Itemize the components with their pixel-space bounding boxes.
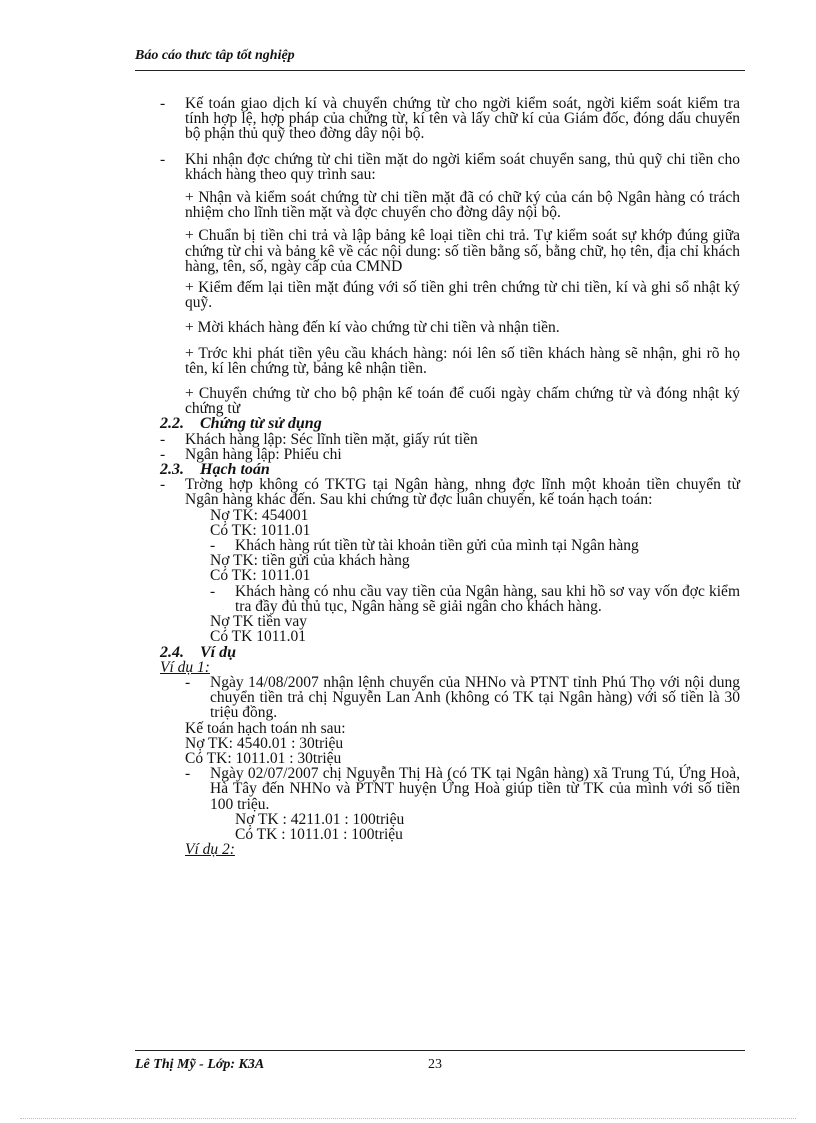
- page-body: [160, 96, 740, 857]
- debit-entry: Nợ TK: 454001: [210, 506, 309, 524]
- procedure-step-2: + Chuẩn bị tiền chi trả và lập bảng kê loại tiền chi trả. Tự kiểm soát sự khớp đúng giữa chứng từ chi và bảng kê về các nội dung: số tiền bằng số, bằng chữ, họ tên, địa chỉ khách hàng, tên, số, ngày cấp của CMND: [185, 227, 740, 275]
- page-bottom-border: [20, 1118, 796, 1119]
- example-1-label: Ví dụ 1:: [160, 658, 210, 676]
- section-2-2-heading: [160, 416, 740, 431]
- example-1-text: - Ngày 14/08/2007 nhận lệnh chuyển của NHNo và PTNT tỉnh Phú Thọ với nội dung chuyển tiền trả chị Nguyễn Lan Anh (không có TK tại Ngân hàng) với số tiền là 30 triệu đồng.: [185, 675, 740, 721]
- example-accounting-line: Kế toán hạch toán nh sau:: [185, 719, 346, 737]
- intro-dash-2: - Khi nhận đợc chứng từ chi tiền mặt do ngời kiểm soát chuyển sang, thủ quỹ chi tiền cho khách hàng theo quy trình sau:: [160, 152, 740, 182]
- procedure-step-3: + Kiểm đếm lại tiền mặt đúng với số tiền ghi trên chứng từ chi tiền, kí và ghi sổ nhật ký quỹ.: [185, 279, 740, 312]
- section-title: Hạch toán: [200, 461, 270, 479]
- document-item: - Ngân hàng lập: Phiếu chi: [160, 447, 740, 462]
- credit-entry: Có TK : 1011.01 : 100triệu: [235, 825, 403, 843]
- section-number: 2.3.: [160, 461, 184, 479]
- procedure-step-6: + Chuyển chứng từ cho bộ phận kế toán để cuối ngày chấm chứng từ và đóng nhật ký chứng từ: [185, 385, 740, 418]
- section-title: Chứng từ sử dụng: [200, 415, 322, 433]
- accounting-case: - Trờng hợp không có TKTG tại Ngân hàng, nhng đợc lĩnh một khoản tiền chuyển từ Ngân hàng khác đến. Sau khi chứng từ đợc luân chuyển, kế toán hạch toán:: [160, 477, 740, 507]
- section-2-3-heading: [160, 462, 740, 477]
- procedure-step-5: + Trớc khi phát tiền yêu cầu khách hàng: nói lên số tiền khách hàng sẽ nhận, ghi rõ họ tên, kí lên chứng từ, bảng kê nhận tiền.: [185, 344, 740, 377]
- document-item: - Khách hàng lập: Séc lĩnh tiền mặt, giấy rút tiền: [160, 432, 740, 447]
- procedure-step-1: + Nhận và kiểm soát chứng từ chi tiền mặt đã có chữ ký của cán bộ Ngân hàng có trách nhiệm cho lĩnh tiền mặt và đợc chuyển cho đờng dây nội bộ.: [185, 189, 740, 222]
- page-number: 23: [428, 1057, 442, 1072]
- credit-entry: Có TK: 1011.01: [210, 567, 311, 585]
- accounting-subcase: - Khách hàng rút tiền từ tài khoản tiền gửi của mình tại Ngân hàng: [210, 538, 740, 553]
- section-2-4-heading: [160, 645, 740, 660]
- footer-author: Lê Thị Mỹ - Lớp: K3A: [135, 1057, 265, 1072]
- credit-entry: Có TK: 1011.01 : 30triệu: [185, 749, 342, 767]
- intro-dash-1: - Kế toán giao dịch kí và chuyển chứng từ cho ngời kiểm soát, ngời kiểm soát kiểm tra tính hợp lệ, hợp pháp của chứng từ, kí tên và lấy chữ kí của Giám đốc, đóng dấu chuyển bộ phận thủ quỹ theo đờng dây nội bộ.: [160, 96, 740, 142]
- header-rule: [135, 70, 745, 71]
- section-title: Ví dụ: [200, 643, 237, 661]
- debit-entry: Nợ TK tiền vay: [210, 613, 308, 631]
- section-number: 2.4.: [160, 643, 184, 661]
- footer-rule: [135, 1050, 745, 1051]
- accounting-subcase: - Khách hàng có nhu cầu vay tiền của Ngân hàng, sau khi hồ sơ vay vốn đợc kiểm tra đầy đủ thủ tục, Ngân hàng sẽ giải ngân cho khách hàng.: [210, 584, 740, 614]
- example-2-label: Ví dụ 2:: [185, 841, 235, 859]
- debit-entry: Nợ TK : 4211.01 : 100triệu: [235, 810, 405, 828]
- example-1-second-case: - Ngày 02/07/2007 chị Nguyễn Thị Hà (có TK tại Ngân hàng) xã Trung Tú, Ứng Hoà, Hà Tây đến NHNo và PTNT huyện Ứng Hoà giúp tiền từ TK của mình với số tiền 100 triệu.: [185, 766, 740, 812]
- debit-entry: Nợ TK: tiền gửi của khách hàng: [210, 552, 410, 570]
- procedure-step-4: + Mời khách hàng đến kí vào chứng từ chi tiền và nhận tiền.: [185, 319, 560, 337]
- section-number: 2.2.: [160, 415, 184, 433]
- page-header-title: Báo cáo thưc tâp tốt nghiệp: [135, 48, 295, 63]
- credit-entry: Có TK: 1011.01: [210, 521, 311, 539]
- debit-entry: Nợ TK: 4540.01 : 30triệu: [185, 734, 344, 752]
- credit-entry: Có TK 1011.01: [210, 628, 307, 646]
